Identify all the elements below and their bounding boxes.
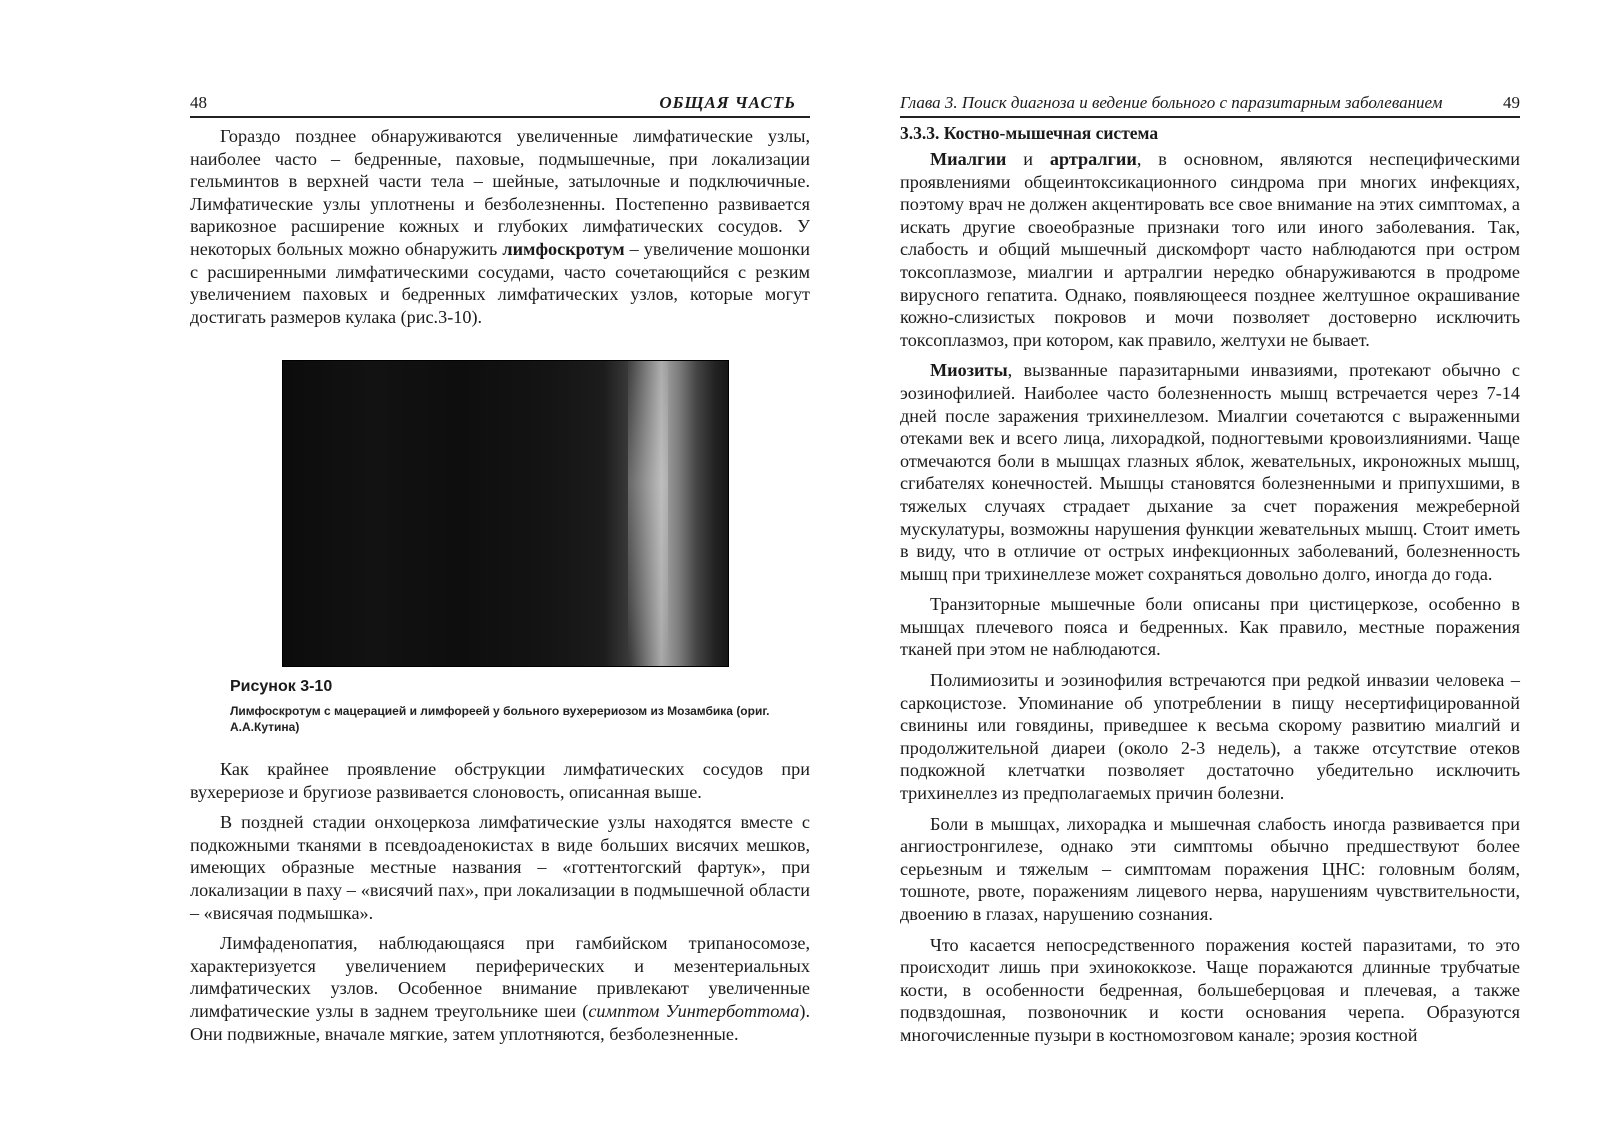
page-number-right: 49 — [1503, 93, 1520, 112]
right-text — [900, 148, 1520, 1055]
left-text-bottom — [190, 758, 810, 1053]
paragraph: Как крайнее проявление обструкции лимфатических сосудов при вухерериозе и бругиозе развивается слоновость, описанная выше. — [190, 759, 810, 802]
running-header-right — [900, 92, 1520, 118]
paragraph: Полимиозиты и эозинофилия встречаются при редкой инвазии человека – саркоцистозе. Упоминание об употреблении в пищу несертифицированной свинины или говядины, приведшее к весьма скорому развитию миалгий и продолжительной диареи (около 2-3 недель), а также отсутствие отеков подкожной клетчатки позволяет достаточно убедительно исключить трихинеллез из предполагаемых причин болезни. — [900, 670, 1520, 804]
paragraph: Боли в мышцах, лихорадка и мышечная слабость иногда развивается при ангиостронгилезе, однако эти симптомы обычно предшествуют более серьезным и тяжелым – симптомам поражения ЦНС: головным болям, тошноте, рвоте, поражениям лицевого нерва, нарушениям чувствительности, двоению в глазах, нарушению сознания. — [900, 813, 1520, 924]
left-text-top — [190, 125, 810, 336]
italic-term: симптом Уинтерботтома — [588, 1000, 800, 1021]
section-heading: 3.3.3. Костно-мышечная система — [900, 123, 1159, 143]
paragraph: Миалгии и артралгии, в основном, являются неспецифическими проявлениями общеинтоксикационного синдрома при многих инфекциях, поэтому врач не должен акцентировать все свое внимание на этих симптомах, а искать другие своеобразные признаки того или иного заболевания. Так, слабость и общий мышечный дискомфорт часто наблюдаются при остром токсоплазмозе, миалгии и артралгии нередко обнаруживаются в продроме вирусного гепатита. Однако, появляющееся позднее желтушное окрашивание кожно-слизистых покровов и мочи позволяет достоверно исключить токсоплазмоз, при котором, как правило, желтухи не бывает. — [900, 149, 1520, 350]
running-title-left: ОБЩАЯ ЧАСТЬ — [659, 93, 796, 112]
page-number-left: 48 — [190, 93, 207, 112]
paragraph: Лимфаденопатия, наблюдающаяся при гамбийском трипаносомозе, характеризуется увеличением периферических и мезентериальных лимфатических узлов. Особенное внимание привлекают увеличенные лимфатические узлы в заднем треугольнике шеи (симптом Уинтерботтома). Они подвижные, вначале мягкие, затем уплотняются, безболезненные. — [190, 933, 810, 1044]
figure-photo — [282, 360, 729, 667]
figure-label: Рисунок 3-10 — [230, 678, 333, 695]
paragraph: Миозиты, вызванные паразитарными инвазиями, протекают обычно с эозинофилией. Наиболее часто болезненность мышц встречается через 7-14 дней после заражения трихинеллезом. Миалгии сочетаются с выраженными отеками век и всего лица, лихорадкой, подногтевыми кровоизлияниями. Чаще отмечаются боли в мышцах глазных яблок, жевательных, икроножных мышц, сгибателях конечностей. Мышцы становятся болезненными и припухшими, в тяжелых случаях страдает дыхание за счет поражения межреберной мускулатуры, возможны нарушения функции жевательных мышц. Стоит иметь в виду, что в отличие от острых инфекционных заболеваний, болезненность мышц при трихинеллезе может сохраняться довольно долго, иногда до года. — [900, 360, 1520, 584]
running-title-right: Глава 3. Поиск диагноза и ведение больного с паразитарным заболеванием — [900, 93, 1443, 112]
running-header-left — [190, 92, 810, 118]
paragraph: Транзиторные мышечные боли описаны при цистицеркозе, особенно в мышцах плечевого пояса и бедренных. Как правило, местные поражения тканей при этом не наблюдаются. — [900, 594, 1520, 660]
figure-caption: Лимфоскротум с мацерацией и лимфореей у больного вухерериозом из Мозамбика (ориг. А.А.Кутина) — [230, 704, 770, 734]
paragraph: Что касается непосредственного поражения костей паразитами, то это происходит лишь при эхинококкозе. Чаще поражаются длинные трубчатые кости, в особенности бедренная, большеберцовая и плечевая, а также подвздошная, позвоночник и кости основания черепа. Образуются многочисленные пузыри в костномозговом канале; эрозия костной — [900, 934, 1520, 1045]
paragraph: В поздней стадии онхоцеркоза лимфатические узлы находятся вместе с подкожными тканями в псевдоаденокистах в виде больших висячих мешков, имеющих образные местные названия – «готтентогский фартук», при локализации в паху – «висячий пах», при локализации в подмышечной области – «висячая подмышка». — [190, 812, 810, 923]
paragraph: Гораздо позднее обнаруживаются увеличенные лимфатические узлы, наиболее часто – бедренные, паховые, подмышечные, при локализации гельминтов в верхней части тела – шейные, затылочные и подключичные. Лимфатические узлы уплотнены и безболезненны. Постепенно развивается варикозное расширение кожных и глубоких лимфатических сосудов. У некоторых больных можно обнаружить лимфоскротум – увеличение мошонки с расширенными лимфатическими сосудами, часто сочетающийся с резким увеличением паховых и бедренных лимфатических узлов, которые могут достигать размеров кулака (рис.3-10). — [190, 126, 810, 327]
bold-term: лимфоскротум — [502, 238, 625, 259]
